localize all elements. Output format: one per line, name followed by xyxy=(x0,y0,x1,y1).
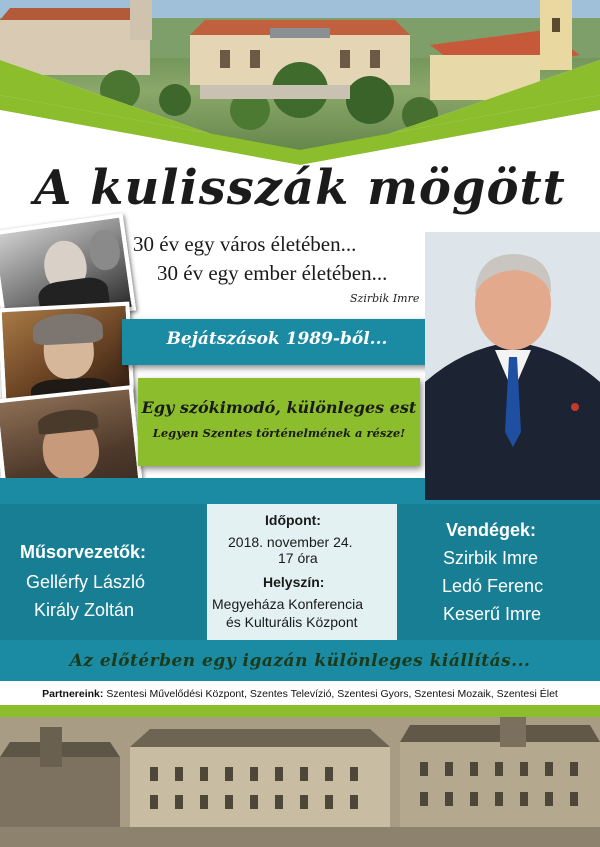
historic-street-photo xyxy=(0,717,600,847)
historic-street-illustration xyxy=(0,717,600,847)
guests-panel xyxy=(397,504,600,640)
event-info-panel xyxy=(207,504,397,640)
evening-banner xyxy=(138,378,420,466)
evening-tagline: Legyen Szentes történelmének a része! xyxy=(152,426,406,440)
replays-text: Bejátszások 1989-ből... xyxy=(166,329,388,349)
signature: Szirbik Imre xyxy=(350,292,420,305)
event-date: 2018. november 24. xyxy=(228,534,353,550)
replays-banner xyxy=(122,319,432,365)
exhibition-notice: Az előtérben egy igazán különleges kiállítás... xyxy=(69,651,531,671)
subtitle-line-2: 30 év egy ember életében... xyxy=(157,261,388,285)
hosts-header: Műsorvezetők: xyxy=(20,542,147,562)
partners-list: Szentesi Művelődési Központ, Szentes Televízió, Szentesi Gyors, Szentesi Mozaik, Szentesi Élet xyxy=(106,688,558,700)
evening-headline: Egy szókimodó, különleges est xyxy=(141,398,417,417)
subtitle-line-1: 30 év egy város életében... xyxy=(133,232,357,256)
hosts-panel xyxy=(0,504,207,640)
guest-portrait xyxy=(425,232,600,500)
guest-name-2: Ledó Ferenc xyxy=(442,576,544,596)
place-line-1: Megyeháza Konferencia xyxy=(212,596,363,612)
guests-header: Vendégek: xyxy=(446,520,537,540)
guest-name-3: Keserű Imre xyxy=(443,604,542,624)
partners-line xyxy=(0,688,600,700)
place-header: Helyszín: xyxy=(263,574,325,590)
host-name-1: Gellérfy László xyxy=(26,572,146,592)
host-name-2: Király Zoltán xyxy=(34,600,135,620)
guest-name-1: Szirbik Imre xyxy=(443,548,539,568)
portrait-illustration xyxy=(425,232,600,500)
time-header: Időpont: xyxy=(265,512,321,528)
footer-green-line xyxy=(0,705,600,717)
poster-title: A kulisszák mögött xyxy=(34,160,566,216)
partners-label: Partnereink: xyxy=(42,688,104,700)
event-hour: 17 óra xyxy=(278,550,318,566)
place-line-2: és Kulturális Központ xyxy=(226,614,358,630)
